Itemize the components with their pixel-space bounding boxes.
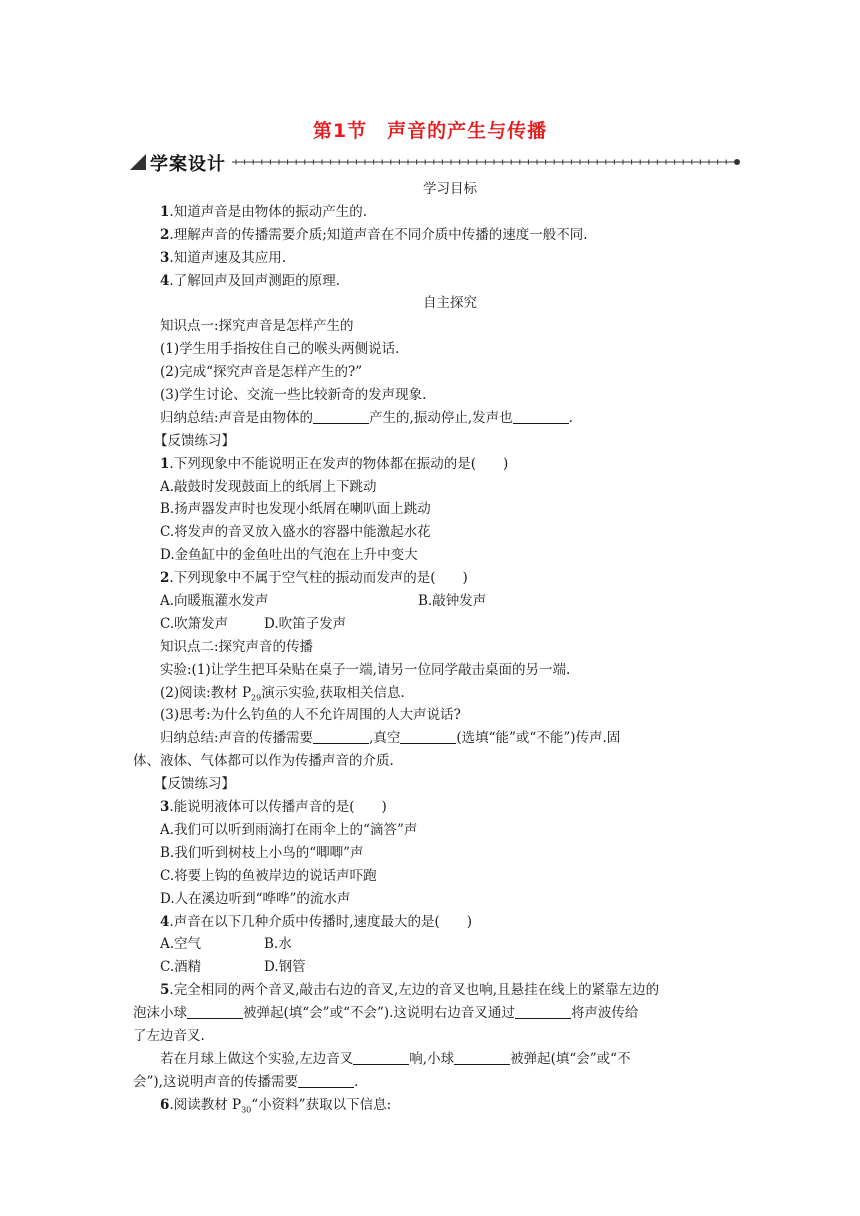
kp2-think: (3)思考:为什么钓鱼的人不允许周围的人大声说话? xyxy=(160,707,461,724)
answer-blank[interactable] xyxy=(187,1004,243,1019)
q5-line-5: 会”),这说明声音的传播需要 . xyxy=(133,1073,359,1090)
answer-blank[interactable] xyxy=(515,1004,571,1019)
answer-blank[interactable] xyxy=(400,729,456,744)
goal-item-4: 4.了解回声及回声测距的原理. xyxy=(160,272,340,289)
q5-line-3: 了左边音叉. xyxy=(133,1027,205,1044)
answer-blank[interactable] xyxy=(298,1073,354,1088)
goal-item-1: 1.知道声音是由物体的振动产生的. xyxy=(160,203,367,220)
q1-stem: 1.下列现象中不能说明正在发声的物体都在振动的是( ) xyxy=(160,455,509,472)
triangle-icon xyxy=(130,154,146,170)
q1-option-a: A.敲鼓时发现鼓面上的纸屑上下跳动 xyxy=(160,478,377,495)
q4-options-cd: C.酒精 D.钢管 xyxy=(160,959,306,976)
kp1-title: 知识点一:探究声音是怎样产生的 xyxy=(160,318,354,335)
kp1-step-1: (1)学生用手指按住自己的喉头两侧说话. xyxy=(160,341,400,358)
goal-item-3: 3.知道声速及其应用. xyxy=(160,249,286,266)
kp1-step-2: (2)完成“探究声音是怎样产生的?” xyxy=(160,364,363,381)
answer-blank[interactable] xyxy=(353,1050,409,1065)
q3-option-b: B.我们听到树枝上小鸟的“唧唧”声 xyxy=(160,844,364,861)
q3-option-d: D.人在溪边听到“哗哗”的流水声 xyxy=(160,890,351,907)
explore-heading: 自主探究 xyxy=(423,295,477,312)
kp2-summary-cont: 体、液体、气体都可以作为传播声音的介质. xyxy=(133,753,394,770)
q6-stem: 6.阅读教材 $P_{30}“$小资料”获取以下信息: xyxy=(160,1096,392,1115)
feedback-label-2: 【反馈练习】 xyxy=(154,776,235,793)
banner-label: 学案设计 xyxy=(150,154,226,175)
q2-stem: 2.下列现象中不属于空气柱的振动而发声的是( ) xyxy=(160,570,468,587)
answer-blank[interactable] xyxy=(313,409,369,424)
kp2-read: (2)阅读:教材 $P_{29}$演示实验,获取相关信息. xyxy=(160,684,405,703)
answer-blank[interactable] xyxy=(454,1050,510,1065)
q1-option-c: C.将发声的音叉放入盛水的容器中能激起水花 xyxy=(160,524,431,541)
kp2-experiment: 实验:(1)让学生把耳朵贴在桌子一端,请另一位同学敲击桌面的另一端. xyxy=(160,661,571,678)
kp1-step-3: (3)学生讨论、交流一些比较新奇的发声现象. xyxy=(160,387,427,404)
answer-blank[interactable] xyxy=(313,729,369,744)
kp2-title: 知识点二:探究声音的传播 xyxy=(160,638,314,655)
q3-stem: 3.能说明液体可以传播声音的是( ) xyxy=(160,799,387,816)
q1-option-d: D.金鱼缸中的金鱼吐出的气泡在上升中变大 xyxy=(160,547,418,564)
q2-options-ab: A.向暖瓶灌水发声 B.敲钟发声 xyxy=(160,593,487,610)
q5-line-1: 5.完全相同的两个音叉,敲击右边的音叉,左边的音叉也响,且悬挂在线上的紧靠左边的 xyxy=(160,982,660,999)
q2-options-cd: C.吹箫发声 D.吹笛子发声 xyxy=(160,615,347,632)
goals-heading: 学习目标 xyxy=(423,181,477,197)
dotted-rule xyxy=(232,156,742,168)
q4-options-ab: A.空气 B.水 xyxy=(160,936,292,953)
answer-blank[interactable] xyxy=(513,409,569,424)
section-banner xyxy=(130,150,742,174)
q5-line-2: 泡沫小球 被弹起(填“会”或“不会”).这说明右边音叉通过 将声波传给 xyxy=(133,1005,639,1022)
feedback-label: 【反馈练习】 xyxy=(154,432,235,449)
kp2-summary: 归纳总结:声音的传播需要 ,真空 (选填“能”或“不能”)传声.固 xyxy=(160,730,621,747)
q3-option-c: C.将要上钩的鱼被岸边的说话声吓跑 xyxy=(160,867,377,884)
q1-option-b: B.扬声器发声时也发现小纸屑在喇叭面上跳动 xyxy=(160,501,431,518)
page-title: 第1节 声音的产生与传播 xyxy=(312,120,548,142)
kp1-summary: 归纳总结:声音是由物体的 产生的,振动停止,发声也 . xyxy=(160,409,573,426)
goal-item-2: 2.理解声音的传播需要介质;知道声音在不同介质中传播的速度一般不同. xyxy=(160,226,588,243)
q3-option-a: A.我们可以听到雨滴打在雨伞上的“滴答”声 xyxy=(160,821,418,838)
content xyxy=(133,178,740,1117)
q4-stem: 4.声音在以下几种介质中传播时,速度最大的是( ) xyxy=(160,913,473,930)
q5-line-4: 若在月球上做这个实验,左边音叉 响,小球 被弹起(填“会”或“不 xyxy=(160,1050,631,1067)
